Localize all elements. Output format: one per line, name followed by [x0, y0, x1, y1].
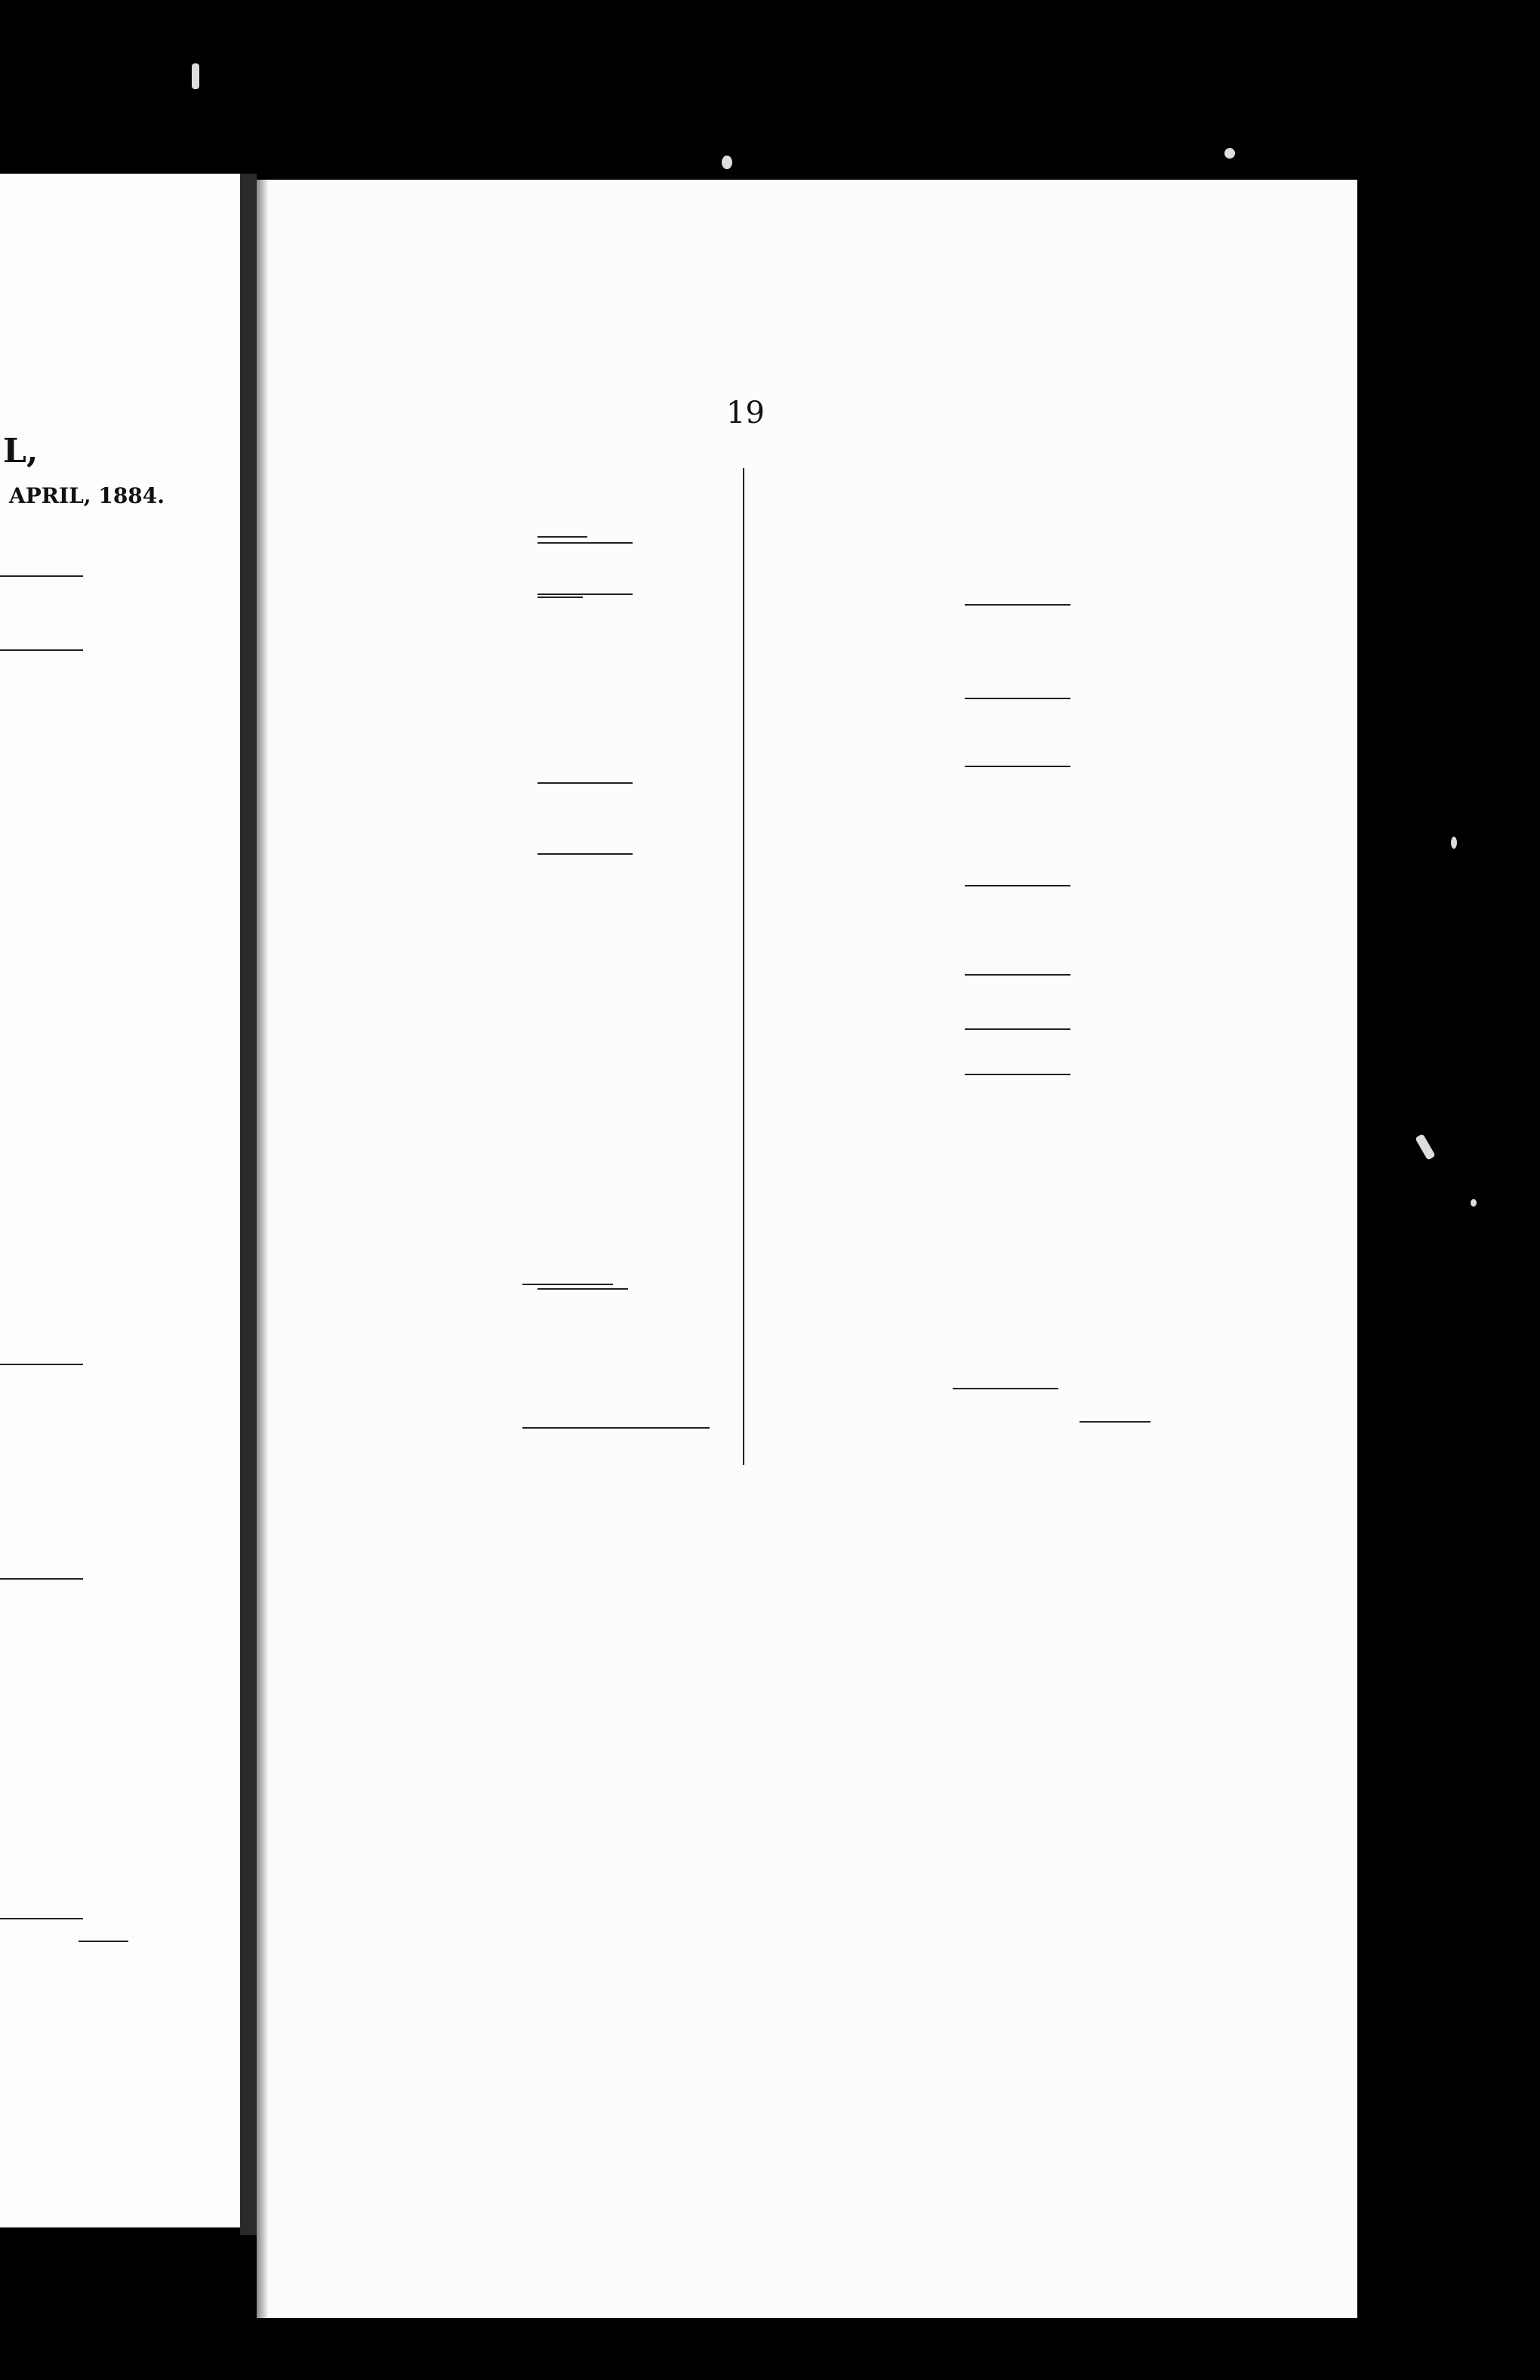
dust-speck — [192, 63, 199, 89]
rule-line — [604, 542, 631, 544]
rule-line — [965, 974, 1070, 976]
rule-line — [522, 1427, 710, 1429]
left-page — [0, 174, 245, 2227]
rule-line — [537, 1288, 628, 1290]
rule-line — [0, 1364, 83, 1365]
left-page-title-fragment: L, — [3, 432, 38, 470]
rule-line — [537, 782, 633, 784]
dust-speck — [1451, 837, 1457, 849]
page-number: 19 — [726, 396, 765, 430]
rule-line — [537, 593, 633, 595]
dust-speck — [1471, 1199, 1477, 1207]
left-page-heading: APRIL, 1884. — [9, 483, 165, 508]
rule-line — [965, 766, 1070, 767]
gutter-shadow — [257, 180, 269, 2318]
rule-line — [79, 1941, 128, 1942]
rule-line — [0, 1918, 83, 1919]
rule-line — [965, 698, 1070, 699]
rule-line — [537, 536, 587, 538]
rule-line — [0, 1578, 83, 1580]
rule-line — [965, 1028, 1070, 1030]
rule-line — [953, 1388, 1058, 1389]
rule-line — [1128, 1421, 1150, 1423]
rule-line — [965, 885, 1070, 886]
rule-line — [537, 597, 583, 598]
right-page — [257, 180, 1357, 2318]
rule-line — [537, 853, 633, 855]
rule-line — [0, 575, 83, 577]
dust-speck — [1224, 148, 1235, 159]
rule-line — [965, 604, 1070, 606]
rule-line — [965, 1074, 1070, 1075]
rule-line — [0, 649, 83, 651]
column-divider — [743, 468, 744, 1465]
rule-line — [522, 1284, 613, 1285]
dust-speck — [722, 156, 732, 169]
book-spine — [240, 174, 257, 2235]
